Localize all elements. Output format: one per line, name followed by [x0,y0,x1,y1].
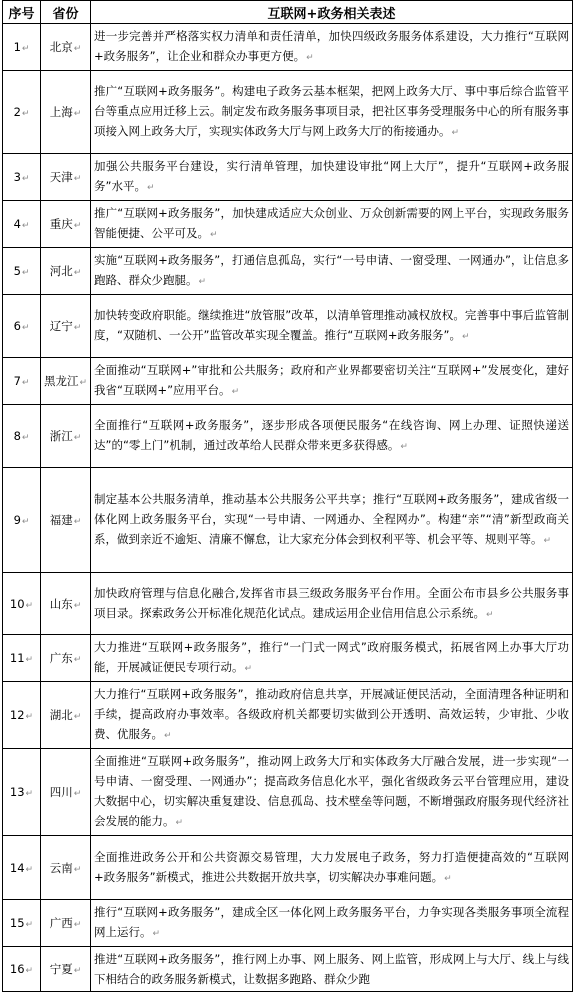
row-number-cell [3,635,41,682]
row-number: 12 [9,708,25,722]
province-cell [41,635,91,682]
paragraph-mark-icon: ↵ [146,183,155,193]
row-number-cell [3,682,41,749]
description-text: 实施“互联网+政务服务”，打通信息孤岛，实行“一号申请、一窗受理、一网通办”，让信息多跑路、群众少跑腿。 [94,253,569,287]
description-text: 制定基本公共服务清单，推动基本公共服务公平共享；推行“互联网+政务服务”，建成省级一体化网上政务服务平台，实现“一号申请、一网通办、全程网办”。构建“亲”“清”新型政商关系，做到亲近不逾矩、清廉不懈怠，让大家充分体会到权利平等、机会平等、规则平等。 [94,492,569,546]
description-cell [91,358,573,405]
paragraph-mark-icon: ↵ [461,332,470,342]
paragraph-mark-icon: ↵ [486,609,494,620]
table-row [3,573,573,635]
description-text: 进一步完善并严格落实权力清单和责任清单，加快四级政务服务体系建设，大力推行“互联网+政务服务”，让企业和群众办事更方便。 [94,29,569,63]
table-row [3,295,573,358]
description-text: 加快转变政府职能。继续推进“放管服”改革，以清单管理推动减权放权。完善事中事后监管制度，“双随机、一公开”监管改革实现全覆盖。推行“互联网+政务服务”。 [94,308,569,342]
province-cell [41,24,91,71]
paragraph-mark-icon: ↵ [73,323,82,333]
table-row [3,201,573,248]
row-number-cell [3,468,41,573]
paragraph-mark-icon: ↵ [21,517,30,527]
paragraph-mark-icon: ↵ [25,712,34,722]
row-number: 4 [13,217,21,231]
row-number-cell [3,154,41,201]
header-row [3,1,573,24]
province-name: 湖北 [49,708,73,722]
description-text: 推行“互联网+政务服务”，建成全区一体化网上政务服务平台，力争实现各类服务事项全流程网上运行。 [94,905,569,939]
paragraph-mark-icon: ↵ [73,221,82,231]
province-cell [41,295,91,358]
description-cell [91,900,573,947]
paragraph-mark-icon: ↵ [73,600,82,611]
province-cell [41,154,91,201]
table-row [3,468,573,573]
paragraph-mark-icon: ↵ [73,789,82,799]
description-cell [91,468,573,573]
row-number: 16 [9,962,25,976]
paragraph-mark-icon: ↵ [25,600,34,611]
province-name: 云南 [49,860,73,875]
paragraph-mark-icon: ↵ [21,323,30,333]
province-name: 天津 [49,170,73,184]
province-cell [41,573,91,635]
paragraph-mark-icon: ↵ [73,44,82,54]
description-cell [91,947,573,992]
row-number-cell [3,900,41,947]
table-row [3,749,573,836]
paragraph-mark-icon: ↵ [164,731,172,741]
province-name: 北京 [49,40,73,54]
row-number: 8 [13,429,21,443]
row-number-cell [3,749,41,836]
paragraph-mark-icon: ↵ [152,929,161,939]
paragraph-mark-icon: ↵ [21,44,30,54]
province-cell [41,358,91,405]
paragraph-mark-icon: ↵ [175,818,184,828]
row-number: 6 [13,319,21,333]
description-cell [91,635,573,682]
paragraph-mark-icon: ↵ [73,433,82,443]
table-row [3,635,573,682]
description-cell [91,154,573,201]
description-cell [91,749,573,836]
description-text: 全面推动“互联网+”审批和公共服务；政府和产业界都要密切关注“互联网+”发展变化，建好我省“互联网+”应用平台。 [94,363,569,397]
paragraph-mark-icon: ↵ [73,712,82,722]
paragraph-mark-icon: ↵ [400,442,408,452]
table-row [3,71,573,154]
paragraph-mark-icon: ↵ [25,864,34,875]
paragraph-mark-icon: ↵ [25,920,34,930]
paragraph-mark-icon: ↵ [21,221,30,231]
row-number-cell [3,295,41,358]
row-number-cell [3,24,41,71]
table-row [3,836,573,900]
row-number: 1 [13,40,21,54]
paragraph-mark-icon: ↵ [543,536,552,546]
province-cell [41,201,91,248]
province-cell [41,900,91,947]
province-name: 广西 [49,916,73,930]
paragraph-mark-icon: ↵ [73,655,82,665]
row-number-cell [3,248,41,295]
province-cell [41,405,91,468]
table-row [3,947,573,992]
table-row [3,248,573,295]
header-number: 序号 [3,1,41,24]
province-name: 河北 [49,264,73,278]
description-text: 推进“互联网+政务服务”，推行网上办事、网上服务、网上监管，形成网上与大厅、线上与线下相结合的政务服务新模式，让数据多跑路、群众少跑 [94,952,569,986]
description-cell [91,295,573,358]
paragraph-mark-icon: ↵ [73,920,82,930]
province-name: 广东 [49,651,73,665]
province-name: 重庆 [49,217,73,231]
paragraph-mark-icon: ↵ [73,109,82,119]
paragraph-mark-icon: ↵ [73,517,82,527]
paragraph-mark-icon: ↵ [21,433,30,443]
province-cell [41,749,91,836]
policy-table [2,0,573,992]
paragraph-mark-icon: ↵ [73,174,82,184]
description-text: 推广“互联网+政务服务”，加快建成适应大众创业、万众创新需要的网上平台，实现政务服务智能便捷、公平可及。 [94,206,569,240]
table-row [3,405,573,468]
table-row [3,358,573,405]
paragraph-mark-icon: ↵ [79,378,88,388]
description-text: 全面推行“互联网+政务服务”，逐步形成各项便民服务“在线咨询、网上办理、证照快递送达”的“零上门”机制，通过改革给人民群众带来更多获得感。 [94,418,569,452]
description-cell [91,248,573,295]
table-row [3,682,573,749]
row-number: 15 [9,916,25,930]
row-number-cell [3,405,41,468]
province-name: 辽宁 [49,319,73,333]
description-cell [91,836,573,900]
header-province: 省份 [41,1,91,24]
row-number: 13 [9,785,25,799]
row-number: 5 [13,264,21,278]
description-text: 全面推进政务公开和公共资源交易管理，大力发展电子政务，努力打造便捷高效的“互联网+政务服务”新模式，推进公共数据开放共享，切实解决办事难问题。 [94,849,569,884]
row-number: 10 [9,596,25,611]
description-text: 大力推行“互联网+政务服务”，推动政府信息共享，开展减证便民活动，全面清理各种证明和手续，提高政府办事效率。各级政府机关都要切实做到公开透明、高效运转，少审批、少收费、优服务。 [94,687,569,741]
paragraph-mark-icon: ↵ [25,655,34,665]
row-number: 9 [13,513,21,527]
description-text: 加快政府管理与信息化融合,发挥省市县三级政务服务平台作用。全面公布市县乡公共服务事项目录。探索政务公开标准化规范化试点。建成运用企业信用信息公示系统。 [94,585,569,620]
description-cell [91,71,573,154]
province-cell [41,947,91,992]
description-text: 全面推进“互联网+政务服务”，推动网上政务大厅和实体政务大厅融合发展，进一步实现“一号申请、一窗受理、一网通办”；提高政务信息化水平，强化省级政务云平台管理应用，建设大数据中心，切实解决重复建设、信息孤岛、技术壁垒等问题，不断增强政府服务现代经济社会发展的能力。 [94,754,569,828]
paragraph-mark-icon: ↵ [21,268,30,278]
paragraph-mark-icon: ↵ [210,230,218,240]
row-number: 2 [13,105,21,119]
description-text: 加强公共服务平台建设，实行清单管理，加快建设审批“网上大厅”，提升“互联网+政务服务”水平。 [94,159,569,193]
row-number: 3 [13,170,21,184]
paragraph-mark-icon: ↵ [21,378,30,388]
description-text: 推广“互联网+政务服务”。构建电子政务云基本框架，把网上政务大厅、事中事后综合监管平台等重点应用迁移上云。制定发布政务服务事项目录，把社区事务受理服务中心的所有服务事项接入网上政务大厅，实现实体政务大厅与网上政务大厅的衔接通办。 [94,84,569,138]
header-description: 互联网+政务相关表述 [91,1,573,24]
paragraph-mark-icon: ↵ [73,864,82,875]
description-cell [91,573,573,635]
province-name: 山东 [49,596,73,611]
table-row [3,154,573,201]
province-cell [41,468,91,573]
paragraph-mark-icon: ↵ [244,664,253,674]
paragraph-mark-icon: ↵ [451,128,460,138]
province-cell [41,71,91,154]
table-row [3,900,573,947]
paragraph-mark-icon: ↵ [25,789,34,799]
paragraph-mark-icon: ↵ [73,268,82,278]
description-cell [91,24,573,71]
description-cell [91,201,573,248]
table-body [3,24,573,992]
province-cell [41,248,91,295]
province-name: 福建 [49,513,73,527]
paragraph-mark-icon: ↵ [231,387,240,397]
paragraph-mark-icon: ↵ [306,53,314,63]
paragraph-mark-icon: ↵ [21,109,30,119]
row-number-cell [3,573,41,635]
paragraph-mark-icon: ↵ [73,966,82,976]
province-name: 四川 [49,785,73,799]
row-number-cell [3,836,41,900]
paragraph-mark-icon: ↵ [198,277,207,287]
paragraph-mark-icon: ↵ [444,873,452,884]
row-number-cell [3,947,41,992]
row-number-cell [3,201,41,248]
province-cell [41,682,91,749]
description-text: 大力推进“互联网+政务服务”，推行“一门式一网式”政府服务模式，拓展省网上办事大厅功能，开展减证便民专项行动。 [94,640,569,674]
row-number: 7 [13,374,21,388]
province-name: 上海 [49,105,73,119]
province-name: 宁夏 [49,962,73,976]
row-number-cell [3,71,41,154]
paragraph-mark-icon: ↵ [25,966,34,976]
province-cell [41,836,91,900]
row-number: 11 [9,651,25,665]
row-number: 14 [9,860,25,875]
table-row [3,24,573,71]
paragraph-mark-icon: ↵ [21,174,30,184]
province-name: 浙江 [49,429,73,443]
description-cell [91,405,573,468]
province-name: 黑龙江 [43,374,79,388]
description-cell [91,682,573,749]
row-number-cell [3,358,41,405]
